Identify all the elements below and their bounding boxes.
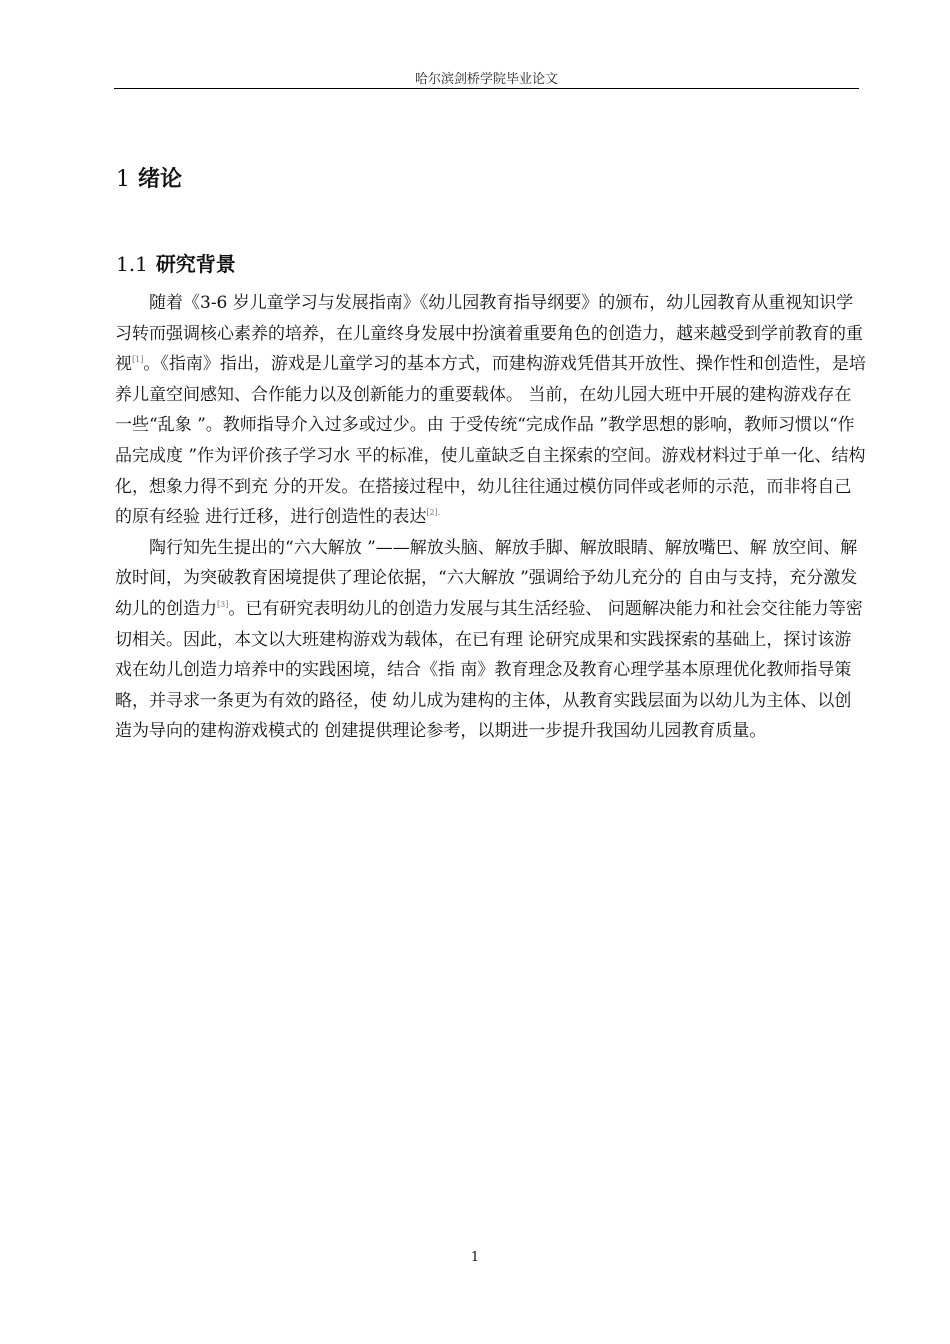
body-text (115, 288, 867, 747)
citation-marker: [1] (132, 355, 144, 365)
paragraph-text: 。已有研究表明幼儿的创造力发展与其生活经验、 问题解决能力和社会交往能力等密切相关。因此，本文以大班建构游戏为载体，在已有理 论研究成果和实践探索的基础上，探讨该游戏在幼儿创造力培养中的实践困境，结合《指 南》教育理念及教育心理学基本原理优化教师指导策略，并寻求一条更为有效的路径，使 幼儿成为建构的主体，从教育实践层面为以幼儿为主体、以创造为导向的建构游戏模式的 创建提供理论参考，以期进一步提升我国幼儿园教育质量。 (115, 598, 863, 742)
chapter-number: 1 (116, 167, 130, 192)
header-rule (114, 88, 859, 89)
page-number: 1 (470, 1250, 480, 1265)
section-title: 研究背景 (155, 252, 236, 276)
body-paragraph (115, 288, 867, 533)
section-heading (116, 248, 236, 277)
citation-marker: [3] (217, 599, 229, 609)
paragraph-text: 随着《3-6 岁儿童学习与发展指南》《幼儿园教育指导纲要》的颁布，幼儿园教育从重视知识学习转而强调核心素养的培养，在儿童终身发展中扮演着重要角色的创造力，越来越受到学前教育的重视 (115, 293, 863, 375)
chapter-heading (116, 162, 182, 193)
citation-marker: [2]. (426, 508, 441, 518)
section-number: 1.1 (116, 252, 148, 276)
paragraph-text: 。《指南》指出，游戏是儿童学习的基本方式，而建构游戏凭借其开放性、操作性和创造性，是培养儿童空间感知、合作能力以及创新能力的重要载体。 当前，在幼儿园大班中开展的建构游戏存在一些“乱象 ”。教师指导介入过多或过少。由 于受传统“完成作品 ”教学思想的影响，教师习惯以“作品完成度 ”作为评价孩子学习水 平的标准，使儿童缺乏自主探索的空间。游戏材料过于单一化、结构化，想象力得不到充 分的开发。在搭接过程中，幼儿往往通过模仿同伴或老师的示范，而非将自己的原有经验 进行迁移，进行创造性的表达 (115, 354, 866, 528)
chapter-title: 绪论 (138, 167, 183, 192)
running-header: 哈尔滨剑桥学院毕业论文 (414, 72, 558, 87)
body-paragraph (115, 533, 867, 747)
paragraph-text: 陶行知先生提出的“六大解放 ”——解放头脑、解放手脚、解放眼睛、解放嘴巴、解 放空间、解放时间，为突破教育困境提供了理论依据，“六大解放 ”强调给予幼儿充分的 自由与支持，充分激发幼儿的创造力 (115, 537, 858, 619)
